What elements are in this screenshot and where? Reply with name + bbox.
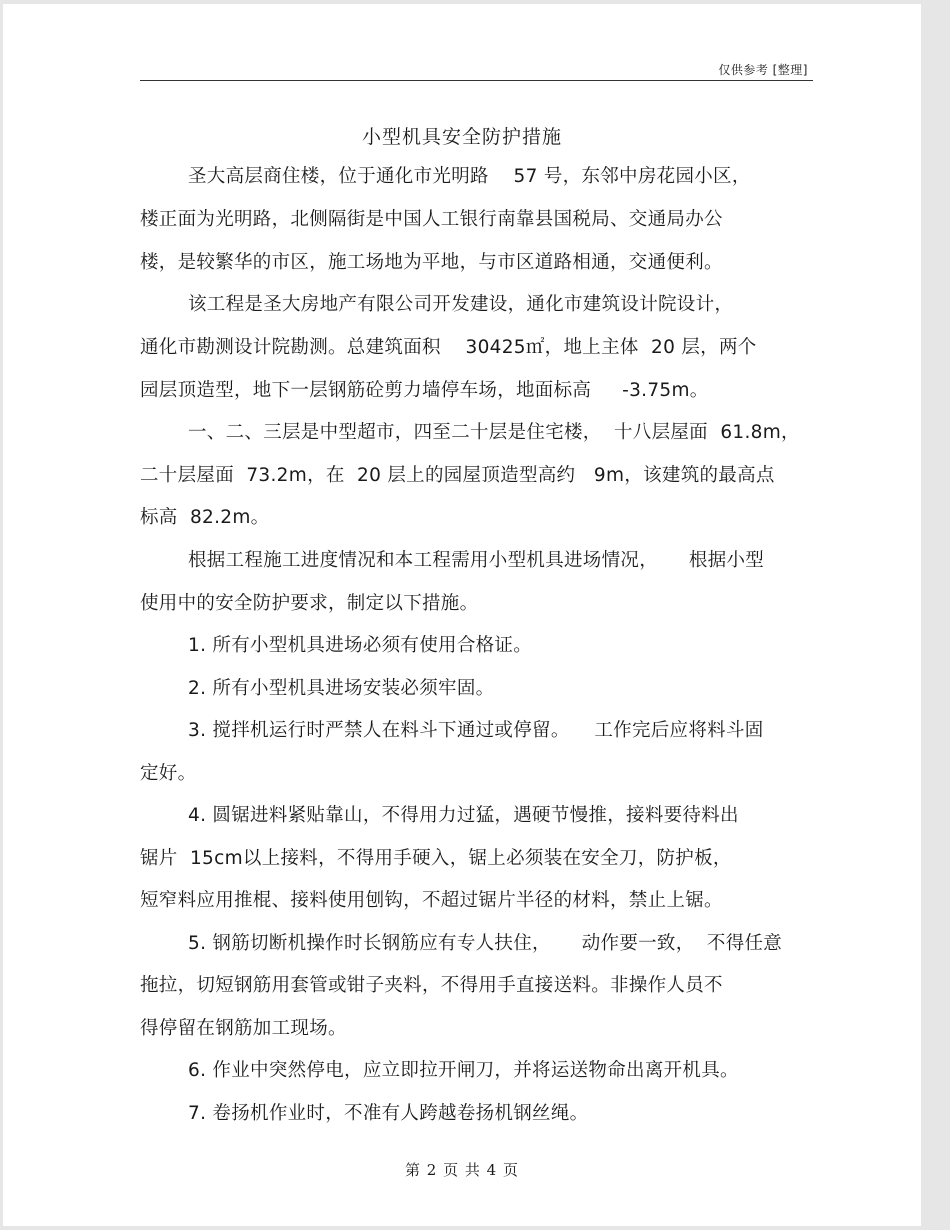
paragraph-line: 定好。 [140,763,197,784]
document-page [3,4,921,1226]
paragraph-line: 园层顶造型，地下一层钢筋砼剪力墙停车场，地面标高 -3.75m。 [140,380,709,401]
header-divider [140,80,813,81]
paragraph-line: 楼，是较繁华的市区，施工场地为平地，与市区道路相通，交通便利。 [140,252,723,273]
paragraph-line: 得停留在钢筋加工现场。 [140,1018,347,1039]
list-item: 2. 所有小型机具进场安装必须牢固。 [188,678,495,699]
paragraph-line: 一、二、三层是中型超市，四至二十层是住宅楼， 十八层屋面 61.8m， [188,422,800,443]
paragraph-line: 楼正面为光明路，北侧隔街是中国人工银行南靠县国税局、交通局办公 [140,209,723,230]
document-title: 小型机具安全防护措施 [361,126,562,148]
paragraph-line: 使用中的安全防护要求，制定以下措施。 [140,593,479,614]
header-note: 仅供参考 [整理] [718,63,808,77]
list-item: 1. 所有小型机具进场必须有使用合格证。 [188,635,533,656]
paragraph-line: 标高 82.2m。 [140,507,270,528]
list-item: 7. 卷扬机作业时，不准有人跨越卷扬机钢丝绳。 [188,1103,589,1124]
list-item: 3. 搅拌机运行时严禁人在料斗下通过或停留。 工作完后应将料斗固 [188,720,764,741]
paragraph-line: 通化市勘测设计院勘测。总建筑面积 30425㎡，地上主体 20 层，两个 [140,337,757,358]
paragraph-line: 短窄料应用推棍、接料使用刨钩，不超过锯片半径的材料，禁止上锯。 [140,890,723,911]
paragraph-line: 拖拉，切短钢筋用套管或钳子夹料，不得用手直接送料。非操作人员不 [140,975,723,996]
list-item: 5. 钢筋切断机操作时长钢筋应有专人扶住， 动作要一致， 不得任意 [188,933,783,954]
paragraph-line: 锯片 15cm以上接料，不得用手硬入，锯上必须装在安全刀，防护板， [140,848,732,869]
list-item: 4. 圆锯进料紧贴靠山，不得用力过猛，遇硬节慢推，接料要待料出 [188,805,739,826]
paragraph-line: 二十层屋面 73.2m，在 20 层上的园屋顶造型高约 9m，该建筑的最高点 [140,465,775,486]
list-item: 6. 作业中突然停电，应立即拉开闸刀，并将运送物命出离开机具。 [188,1060,739,1081]
page-footer: 第 2 页 共 4 页 [405,1161,519,1179]
paragraph-line: 该工程是圣大房地产有限公司开发建设，通化市建筑设计院设计， [188,294,734,315]
paragraph-line: 根据工程施工进度情况和本工程需用小型机具进场情况， 根据小型 [188,550,765,571]
paragraph-line: 圣大高层商住楼，位于通化市光明路 57 号，东邻中房花园小区， [188,166,751,187]
